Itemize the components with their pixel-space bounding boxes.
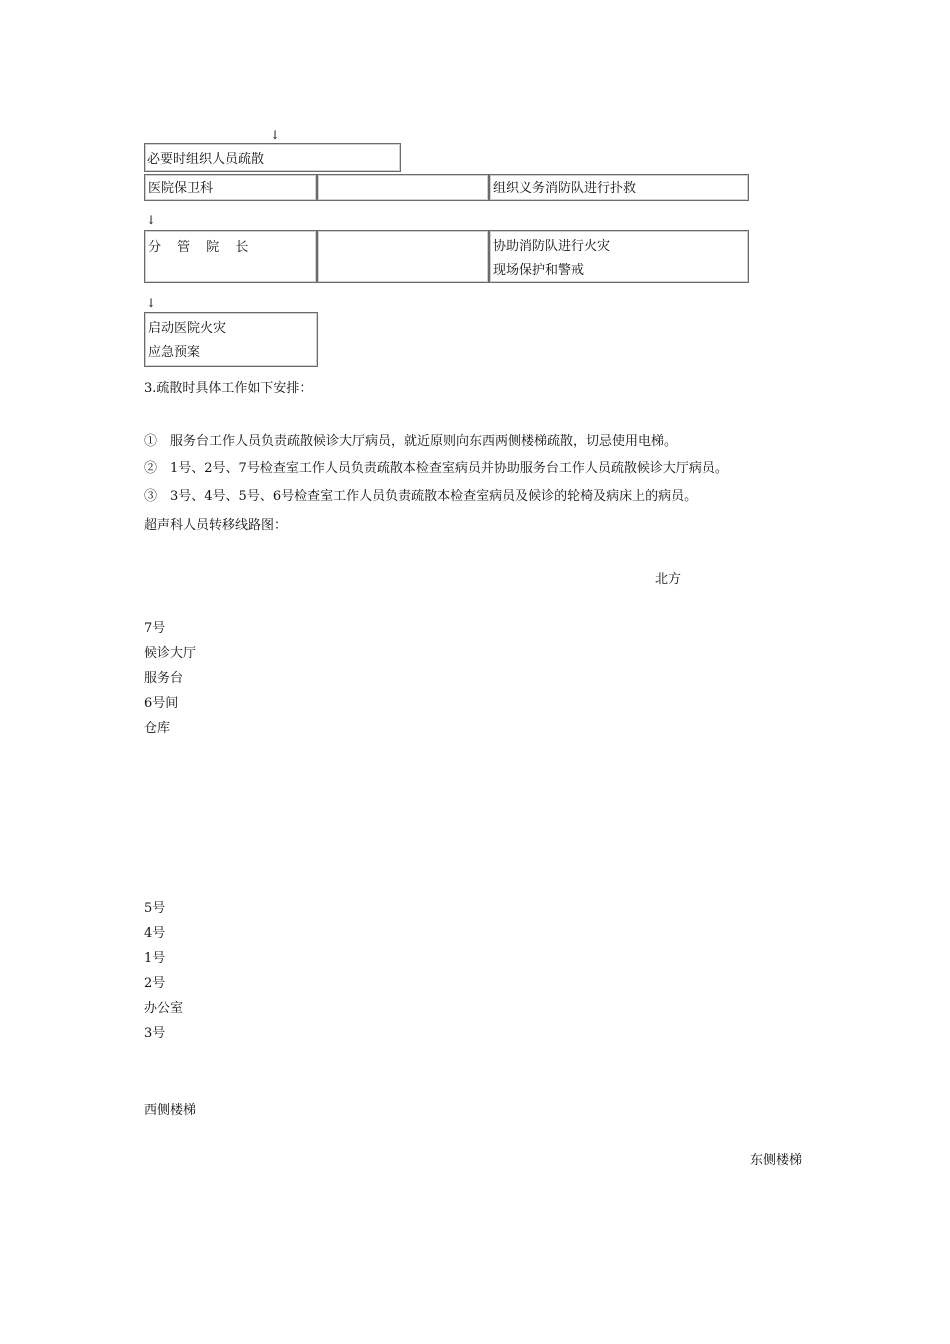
flow-row-vice-president xyxy=(144,230,749,283)
service-desk-label: 服务台 xyxy=(144,671,184,686)
list-item-1: ① 服务台工作人员负责疏散候诊大厅病员，就近原则向东西两侧楼梯疏散，切忌使用电梯。 xyxy=(144,434,678,449)
section-heading: 3.疏散时具体工作如下安排： xyxy=(144,381,313,396)
flow-box-evacuate-text: 必要时组织人员疏散 xyxy=(147,152,265,167)
vice-president-empty-cell xyxy=(317,230,489,283)
room-5-label: 5号 xyxy=(144,901,166,916)
vp-action-line1: 协助消防队进行火灾 xyxy=(493,239,611,254)
list-item-3: ③ 3号、4号、5号、6号检查室工作人员负责疏散本检查室病员及候诊的轮椅及病床上的病员。 xyxy=(144,489,698,504)
east-stairs-label: 东侧楼梯 xyxy=(750,1153,803,1168)
flow-box-evacuate xyxy=(144,143,401,172)
flow-box-emergency-plan xyxy=(144,312,318,367)
route-map-title: 超声科人员转移线路图： xyxy=(144,518,288,533)
room-6-label: 6号间 xyxy=(144,696,179,711)
security-action-cell: 组织义务消防队进行扑救 xyxy=(489,174,749,201)
flow-row-security xyxy=(144,174,749,201)
room-3-label: 3号 xyxy=(144,1026,166,1041)
emergency-plan-line2: 应急预案 xyxy=(148,345,201,360)
room-7-label: 7号 xyxy=(144,621,166,636)
north-label: 北方 xyxy=(655,572,682,587)
list-item-2: ② 1号、2号、7号检查室工作人员负责疏散本检查室病员并协助服务台工作人员疏散候诊大厅病员。 xyxy=(144,461,728,476)
room-2-label: 2号 xyxy=(144,976,166,991)
flow-arrow-3: ↓ xyxy=(146,296,157,310)
security-dept-cell: 医院保卫科 xyxy=(144,174,317,201)
waiting-hall-label: 候诊大厅 xyxy=(144,646,197,661)
west-stairs-label: 西侧楼梯 xyxy=(144,1103,197,1118)
vice-president-action-cell xyxy=(489,230,749,283)
vice-president-cell: 分 管 院 长 xyxy=(144,230,317,283)
storage-label: 仓库 xyxy=(144,721,171,736)
room-1-label: 1号 xyxy=(144,951,166,966)
security-empty-cell xyxy=(317,174,489,201)
flow-arrow-2: ↓ xyxy=(146,213,157,227)
vp-action-line2: 现场保护和警戒 xyxy=(493,263,585,278)
emergency-plan-line1: 启动医院火灾 xyxy=(148,321,227,336)
room-4-label: 4号 xyxy=(144,926,166,941)
flow-arrow-1: ↓ xyxy=(270,128,281,142)
office-label: 办公室 xyxy=(144,1001,184,1016)
